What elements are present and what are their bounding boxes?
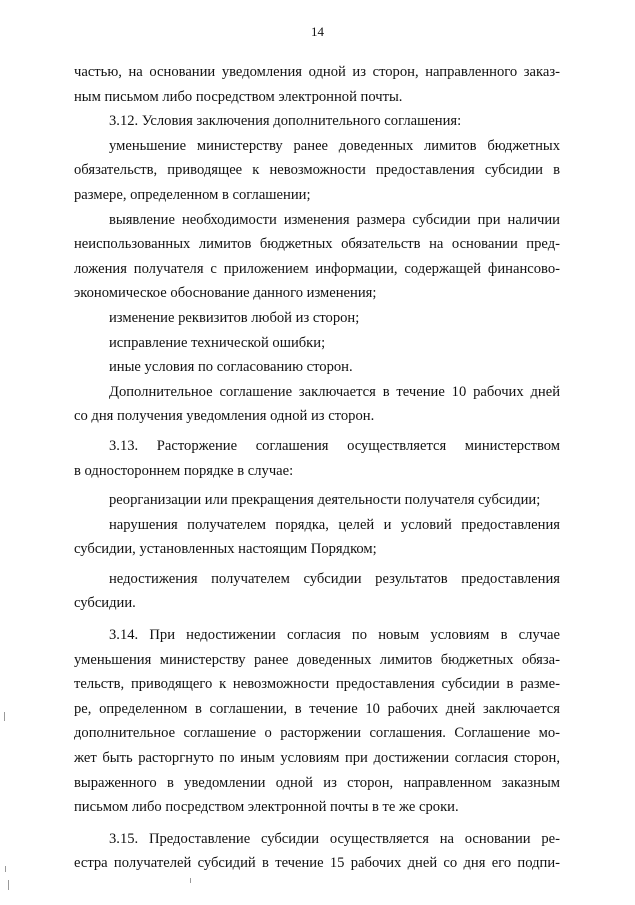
text-line: реорганизации или прекращения деятельности получателя субсидии; bbox=[109, 492, 541, 509]
text-line: экономическое обоснование данного изменения; bbox=[74, 285, 377, 302]
text-line: размере, определенном в соглашении; bbox=[74, 186, 311, 203]
text-line: выраженного в уведомлении одной из сторон, направленном заказным bbox=[74, 774, 560, 791]
text-line: исправление технической ошибки; bbox=[109, 334, 326, 351]
text-line: дополнительное соглашение о расторжении соглашения. Соглашение мо- bbox=[74, 725, 560, 742]
text-line: уменьшения министерству ранее доведенных лимитов бюджетных обяза- bbox=[74, 651, 560, 668]
text-line: выявление необходимости изменения размера субсидии при наличии bbox=[109, 211, 560, 228]
text-line: недостижения получателем субсидии результатов предоставления bbox=[109, 570, 560, 587]
scan-artifact bbox=[8, 880, 9, 890]
text-line: частью, на основании уведомления одной из сторон, направленного заказ- bbox=[74, 64, 560, 80]
text-line: жет быть расторгнуто по иным условиям при достижении согласия сторон, bbox=[74, 750, 560, 767]
text-line: естра получателей субсидий в течение 15 рабочих дней со дня его подпи- bbox=[74, 855, 560, 872]
text-line: 3.15. Предоставление субсидии осуществляется на основании ре- bbox=[109, 830, 560, 847]
scan-artifact bbox=[190, 878, 191, 883]
text-line: нарушения получателем порядка, целей и условий предоставления bbox=[109, 516, 560, 533]
scan-artifact bbox=[4, 712, 5, 721]
text-line: субсидии. bbox=[74, 595, 136, 612]
text-line: 3.12. Условия заключения дополнительного соглашения: bbox=[109, 113, 462, 130]
text-line: ложения получателя с приложением информации, содержащей финансово- bbox=[74, 260, 560, 277]
text-line: ным письмом либо посредством электронной почты. bbox=[74, 88, 403, 105]
text-line: изменение реквизитов любой из сторон; bbox=[109, 309, 360, 326]
scan-artifact bbox=[5, 866, 6, 872]
text-line: субсидии, установленных настоящим Порядком; bbox=[74, 541, 377, 558]
text-line: неиспользованных лимитов бюджетных обязательств на основании пред- bbox=[74, 236, 560, 253]
page-number: 14 bbox=[311, 24, 324, 39]
document-body bbox=[74, 60, 560, 876]
text-line: уменьшение министерству ранее доведенных лимитов бюджетных bbox=[109, 137, 560, 154]
text-line: письмом либо посредством электронной почты в те же сроки. bbox=[74, 799, 459, 816]
text-line: иные условия по согласованию сторон. bbox=[109, 359, 353, 376]
text-line: со дня получения уведомления одной из сторон. bbox=[74, 408, 375, 425]
text-line: обязательств, приводящее к невозможности предоставления субсидии в bbox=[74, 162, 560, 179]
text-line: 3.13. Расторжение соглашения осуществляется министерством bbox=[109, 437, 560, 454]
text-line: 3.14. При недостижении согласия по новым условиям в случае bbox=[109, 627, 560, 644]
text-line: Дополнительное соглашение заключается в течение 10 рабочих дней bbox=[109, 383, 560, 400]
text-line: ре, определенном в соглашении, в течение 10 рабочих дней заключается bbox=[74, 700, 560, 717]
text-line: в одностороннем порядке в случае: bbox=[74, 462, 294, 479]
text-line: тельств, приводящего к невозможности предоставления субсидии в разме- bbox=[74, 676, 560, 693]
